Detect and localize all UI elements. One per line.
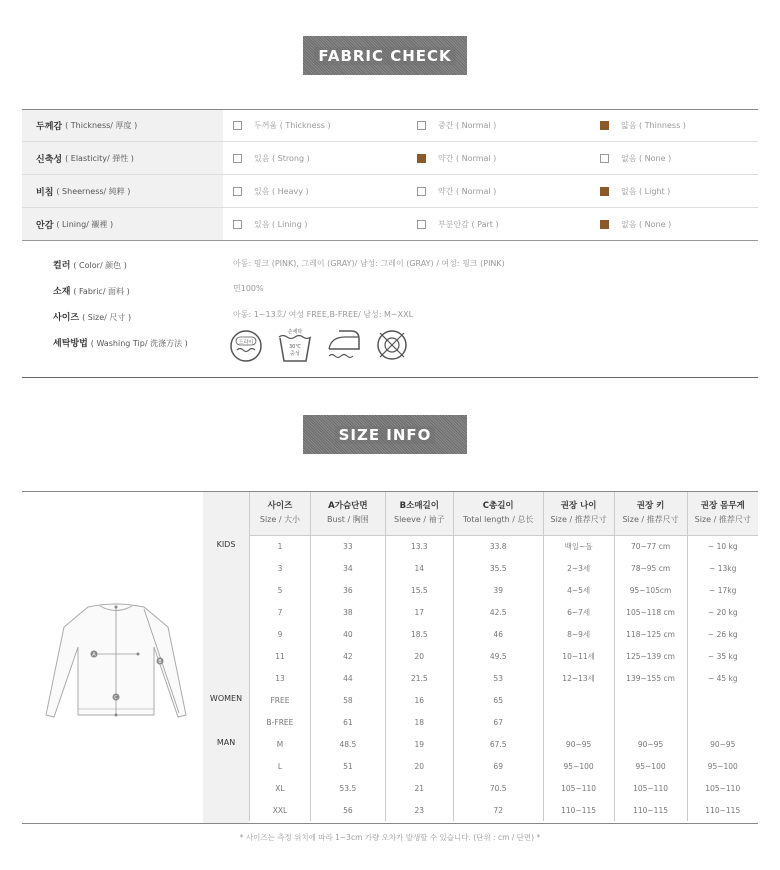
table-cell: 70.5 <box>453 777 543 799</box>
checkbox-checked <box>417 154 426 163</box>
table-cell: 95~100 <box>614 755 687 777</box>
table-cell <box>687 689 758 711</box>
header-length: C총길이 Total length / 总长 <box>453 492 543 535</box>
washing-label: 세탁방법 ( Washing Tip/ 洗涤方法 ) <box>53 339 188 349</box>
svg-text:중성: 중성 <box>290 351 300 357</box>
table-cell: 12~13세 <box>543 667 614 689</box>
size-value: 아동: 1~13호/ 여성 FREE,B-FREE/ 남성: M~XXL <box>233 310 414 319</box>
table-cell: 13.3 <box>385 535 453 557</box>
option: 있음 ( Strong ) <box>233 153 310 164</box>
table-cell: 4~5세 <box>543 579 614 601</box>
fabric-row-lining: 안감 ( Lining/ 襯裡 ) 있음 ( Lining ) 부분안감 ( Part ) 없음 ( None ) <box>22 208 758 241</box>
fabric-row-sheerness: 비침 ( Sheerness/ 純粹 ) 있음 ( Heavy ) 약간 ( Normal ) 없음 ( Light ) <box>22 175 758 208</box>
row-label: 두께감 <box>36 122 63 132</box>
group-man: MAN <box>216 738 236 747</box>
table-cell: 125~139 cm <box>614 645 687 667</box>
svg-text:손세탁: 손세탁 <box>287 329 303 335</box>
option: 있음 ( Lining ) <box>233 219 307 230</box>
table-cell: 90~95 <box>687 733 758 755</box>
table-row <box>250 645 759 667</box>
table-cell: 39 <box>453 579 543 601</box>
table-row <box>250 689 759 711</box>
table-cell: 20 <box>385 755 453 777</box>
table-cell: 105~118 cm <box>614 601 687 623</box>
table-cell: 69 <box>453 755 543 777</box>
table-header-row <box>250 492 759 535</box>
table-cell: B-FREE <box>250 711 311 733</box>
diagram-label-b: B <box>158 659 162 665</box>
no-tumble-dry-icon <box>374 327 410 363</box>
diagram-label-c: C <box>114 695 118 701</box>
table-cell: ~ 35 kg <box>687 645 758 667</box>
iron-icon <box>325 327 365 363</box>
table-cell: 5 <box>250 579 311 601</box>
table-cell: 67.5 <box>453 733 543 755</box>
table-cell: 7 <box>250 601 311 623</box>
svg-text:드라이: 드라이 <box>238 339 254 346</box>
option: 없음 ( Light ) <box>600 186 670 197</box>
fabric-value: 면100% <box>233 284 264 293</box>
table-cell: 2~3세 <box>543 557 614 579</box>
table-cell: ~ 17kg <box>687 579 758 601</box>
table-row <box>250 667 759 689</box>
table-cell: 105~110 <box>543 777 614 799</box>
header-weight: 권장 몸무게 Size / 推荐尺寸 <box>687 492 758 535</box>
table-row <box>250 535 759 557</box>
table-cell <box>614 689 687 711</box>
checkbox-checked <box>600 220 609 229</box>
table-cell: 백일~돌 <box>543 535 614 557</box>
table-cell: 20 <box>385 645 453 667</box>
header-sleeve: B소매길이 Sleeve / 袖子 <box>385 492 453 535</box>
table-row <box>250 799 759 821</box>
svg-text:30℃: 30℃ <box>289 344 301 350</box>
table-cell: 78~95 cm <box>614 557 687 579</box>
table-cell <box>543 711 614 733</box>
checkbox <box>417 121 426 130</box>
table-cell: 18.5 <box>385 623 453 645</box>
size-label: 사이즈 ( Size/ 尺寸 ) <box>53 313 132 323</box>
table-cell: XL <box>250 777 311 799</box>
checkbox-checked <box>600 187 609 196</box>
table-cell: 105~110 <box>614 777 687 799</box>
table-cell: 90~95 <box>614 733 687 755</box>
table-row <box>250 579 759 601</box>
fabric-row-thickness: 두께감 ( Thickness/ 厚度 ) 두꺼움 ( Thickness ) 중간 ( Normal ) 얇음 ( Thinness ) <box>22 109 758 142</box>
table-cell: ~ 20 kg <box>687 601 758 623</box>
color-label: 컬러 ( Color/ 颜色 ) <box>53 261 127 271</box>
option: 두꺼움 ( Thickness ) <box>233 120 331 131</box>
table-cell: 3 <box>250 557 311 579</box>
hand-wash-icon <box>276 325 314 365</box>
option: 얇음 ( Thinness ) <box>600 120 686 131</box>
header-age: 권장 나이 Size / 推荐尺寸 <box>543 492 614 535</box>
row-label: 비침 <box>36 187 54 198</box>
table-cell: 67 <box>453 711 543 733</box>
table-cell: 95~100 <box>543 755 614 777</box>
table-row <box>250 755 759 777</box>
diagram-label-a: A <box>92 652 96 658</box>
table-cell <box>614 711 687 733</box>
table-cell: 139~155 cm <box>614 667 687 689</box>
fabric-check-badge: FABRIC CHECK <box>303 36 467 75</box>
table-cell: 53.5 <box>310 777 385 799</box>
table-cell: 49.5 <box>453 645 543 667</box>
option: 중간 ( Normal ) <box>417 120 496 131</box>
table-cell: 38 <box>310 601 385 623</box>
table-cell: 70~77 cm <box>614 535 687 557</box>
size-info-badge: SIZE INFO <box>303 415 467 454</box>
table-cell: 34 <box>310 557 385 579</box>
option: 약간 ( Normal ) <box>417 186 496 197</box>
fabric-row-elasticity: 신축성 ( Elasticity/ 弹性 ) 있음 ( Strong ) 약간 ( Normal ) 없음 ( None ) <box>22 142 758 175</box>
size-table <box>249 492 758 821</box>
checkbox <box>417 220 426 229</box>
table-cell: 110~115 <box>687 799 758 821</box>
size-table-section <box>22 491 758 824</box>
table-cell: 90~95 <box>543 733 614 755</box>
table-cell: 21 <box>385 777 453 799</box>
table-cell: 95~105cm <box>614 579 687 601</box>
table-cell: L <box>250 755 311 777</box>
table-row <box>250 557 759 579</box>
table-cell: ~ 26 kg <box>687 623 758 645</box>
option: 없음 ( None ) <box>600 219 671 230</box>
table-cell: 53 <box>453 667 543 689</box>
table-cell: 16 <box>385 689 453 711</box>
dry-clean-icon <box>228 328 264 364</box>
table-row <box>250 711 759 733</box>
checkbox-checked <box>600 121 609 130</box>
table-cell: ~ 13kg <box>687 557 758 579</box>
table-cell: M <box>250 733 311 755</box>
checkbox <box>233 220 242 229</box>
fabric-label: 소재 ( Fabric/ 面料 ) <box>53 287 130 297</box>
table-cell: 46 <box>453 623 543 645</box>
table-cell: 11 <box>250 645 311 667</box>
fabric-check-table <box>22 109 758 241</box>
checkbox <box>233 121 242 130</box>
table-cell: 61 <box>310 711 385 733</box>
table-cell: 44 <box>310 667 385 689</box>
table-cell: ~ 10 kg <box>687 535 758 557</box>
table-row <box>250 733 759 755</box>
option: 없음 ( None ) <box>600 153 671 164</box>
option: 부분안감 ( Part ) <box>417 219 499 230</box>
table-cell: 42 <box>310 645 385 667</box>
table-cell: 6~7세 <box>543 601 614 623</box>
table-cell: 51 <box>310 755 385 777</box>
checkbox <box>233 154 242 163</box>
table-cell: 18 <box>385 711 453 733</box>
table-cell: 65 <box>453 689 543 711</box>
table-cell: 21.5 <box>385 667 453 689</box>
table-cell: 33 <box>310 535 385 557</box>
table-cell: 15.5 <box>385 579 453 601</box>
checkbox <box>233 187 242 196</box>
row-label: 안감 <box>36 220 54 231</box>
footnote: * 사이즈는 측정 위치에 따라 1~3cm 가량 오차가 발생할 수 있습니다. (단위 : cm / 단면) * <box>239 833 541 842</box>
table-cell: FREE <box>250 689 311 711</box>
table-cell: XXL <box>250 799 311 821</box>
group-kids: KIDS <box>216 540 236 549</box>
table-cell: 23 <box>385 799 453 821</box>
header-height: 권장 키 Size / 推荐尺寸 <box>614 492 687 535</box>
table-row <box>250 777 759 799</box>
table-row <box>250 601 759 623</box>
table-cell: 35.5 <box>453 557 543 579</box>
color-value: 아동: 핑크 (PINK), 그레이 (GRAY)/ 남성: 그레이 (GRAY) / 여성: 핑크 (PINK) <box>233 259 505 268</box>
table-cell: 10~11세 <box>543 645 614 667</box>
table-cell: 19 <box>385 733 453 755</box>
option: 있음 ( Heavy ) <box>233 186 309 197</box>
table-cell: ~ 45 kg <box>687 667 758 689</box>
checkbox <box>417 187 426 196</box>
header-size: 사이즈 Size / 大小 <box>250 492 311 535</box>
table-cell: 118~125 cm <box>614 623 687 645</box>
table-cell: 42.5 <box>453 601 543 623</box>
row-label: 신축성 <box>36 154 63 165</box>
product-info <box>22 241 758 378</box>
header-bust: A가슴단면 Bust / 胸围 <box>310 492 385 535</box>
table-cell: 110~115 <box>614 799 687 821</box>
table-cell: 13 <box>250 667 311 689</box>
option: 약간 ( Normal ) <box>417 153 496 164</box>
checkbox <box>600 154 609 163</box>
table-cell: 48.5 <box>310 733 385 755</box>
table-cell: 17 <box>385 601 453 623</box>
group-women: WOMEN <box>209 694 243 703</box>
table-cell: 110~115 <box>543 799 614 821</box>
table-cell: 72 <box>453 799 543 821</box>
table-row <box>250 623 759 645</box>
table-cell: 8~9세 <box>543 623 614 645</box>
sweatshirt-diagram <box>42 597 190 727</box>
table-cell: 1 <box>250 535 311 557</box>
table-cell: 58 <box>310 689 385 711</box>
table-cell: 14 <box>385 557 453 579</box>
table-cell: 36 <box>310 579 385 601</box>
table-cell: 33.8 <box>453 535 543 557</box>
table-cell: 9 <box>250 623 311 645</box>
table-cell: 40 <box>310 623 385 645</box>
table-cell: 56 <box>310 799 385 821</box>
table-cell <box>543 689 614 711</box>
table-cell: 105~110 <box>687 777 758 799</box>
table-cell: 95~100 <box>687 755 758 777</box>
table-cell <box>687 711 758 733</box>
